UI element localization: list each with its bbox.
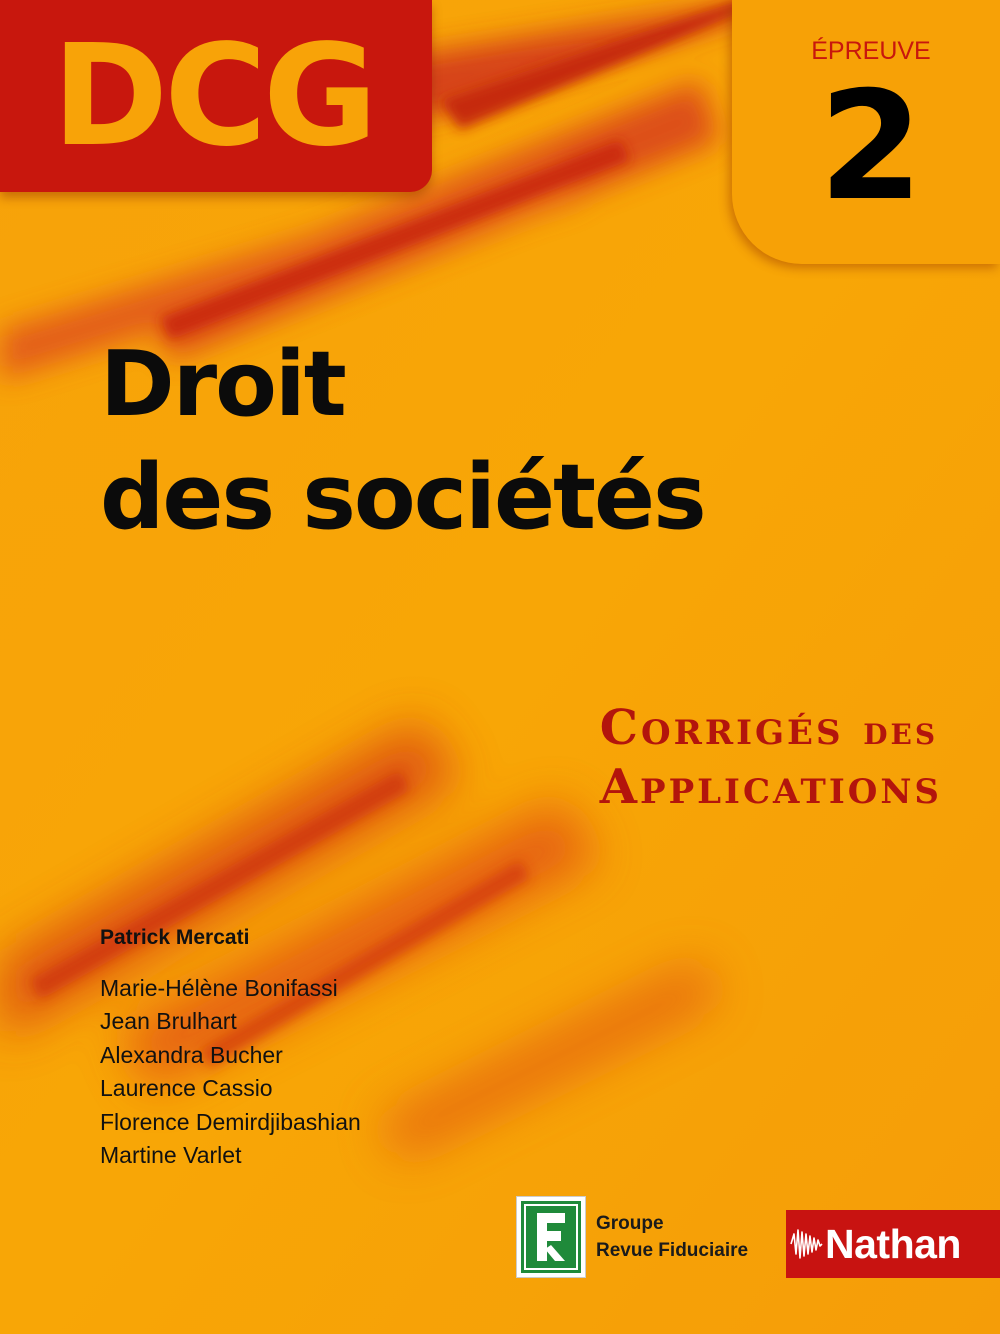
- coauthor-item: Laurence Cassio: [100, 1075, 273, 1102]
- coauthor-item: Marie-Hélène Bonifassi: [100, 975, 338, 1001]
- nathan-logo: [786, 1210, 1000, 1278]
- coauthor-item: Florence Demirdjibashian: [100, 1108, 361, 1135]
- lead-author: Patrick Mercati: [100, 926, 250, 949]
- exam-tab: [732, 0, 1000, 264]
- book-title-line1: Droit: [100, 332, 345, 437]
- coauthor-item: Jean Brulhart: [100, 1008, 237, 1035]
- group-line2: Revue Fiduciaire: [596, 1240, 749, 1261]
- book-title: [100, 328, 705, 554]
- book-title-line2: des sociétés: [100, 445, 705, 550]
- revue-fiduciaire-logo: [516, 1196, 748, 1278]
- group-line1: Groupe: [596, 1213, 664, 1234]
- exam-number: 2: [818, 60, 924, 234]
- coauthor-list: [100, 972, 361, 1172]
- series-badge: [0, 0, 432, 192]
- nathan-name: Nathan: [825, 1221, 961, 1267]
- subtitle-line1: [600, 700, 942, 759]
- coauthor-item: Martine Varlet: [100, 1141, 242, 1168]
- revue-fiduciaire-text: [596, 1210, 748, 1264]
- book-subtitle: [600, 700, 942, 815]
- subtitle-word-des: des: [863, 707, 939, 754]
- subtitle-word-applications: Applications: [599, 759, 942, 815]
- coauthor-item: Alexandra Bucher: [100, 1041, 283, 1068]
- exam-label: ÉPREUVE: [811, 37, 931, 65]
- series-badge-text: DCG: [52, 15, 374, 178]
- nathan-waves-icon: [789, 1224, 823, 1264]
- rf-logo-icon: [516, 1196, 586, 1278]
- subtitle-word-corriges: Corrigés: [599, 700, 844, 756]
